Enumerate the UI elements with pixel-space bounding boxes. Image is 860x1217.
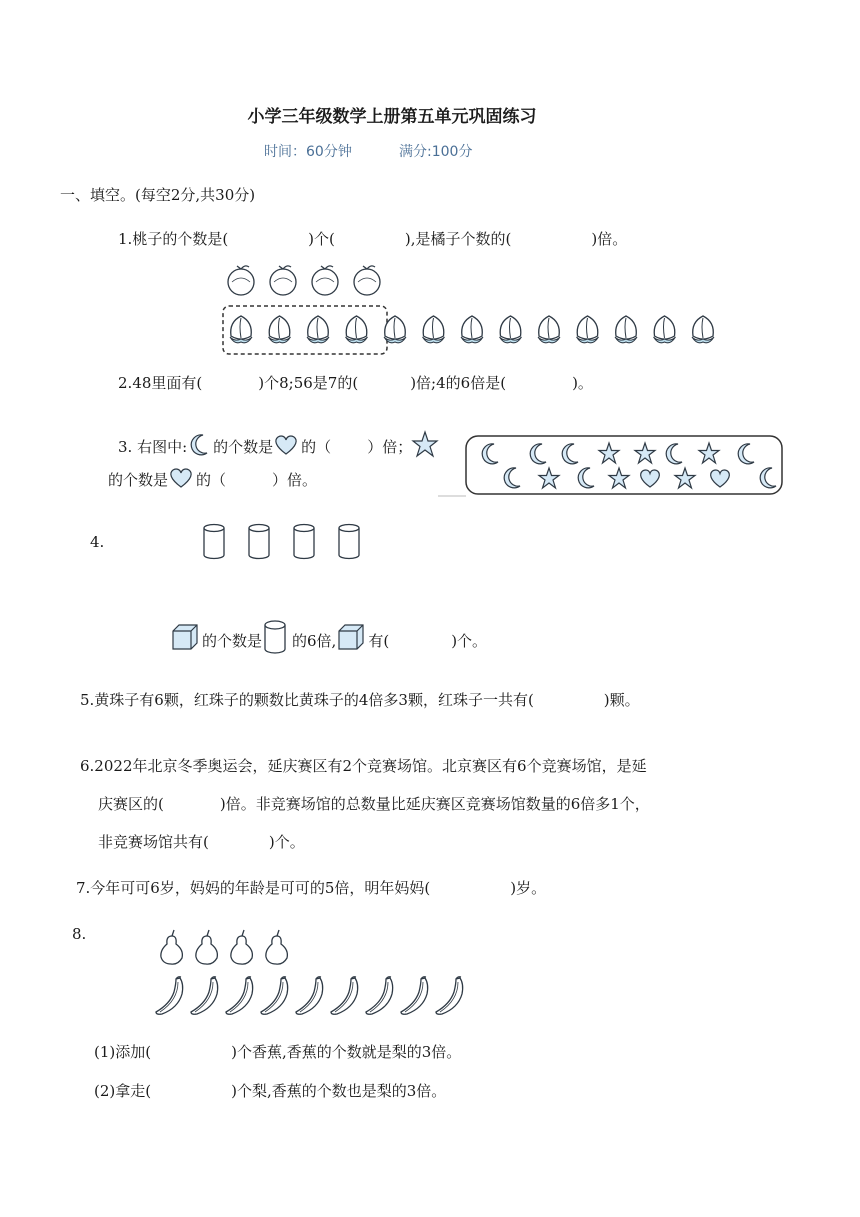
heart-icon [273,434,301,460]
q4-cylinder-row [200,522,380,562]
cylinder-icon [262,620,292,658]
question-text: 48里面有( [132,374,203,392]
question-text: 的个数是 [108,471,169,489]
peach-icon [577,316,599,343]
orange-icon [270,266,296,295]
banana-icon [156,977,183,1015]
question-text: )个梨,香蕉的个数也是梨的3倍。 [231,1082,447,1100]
question-8-part-2 [94,1080,446,1101]
question-number: 1. [118,230,133,248]
peach-icon [230,316,252,343]
peach-icon [307,316,329,343]
question-text: )倍。 [591,230,628,248]
pear-icon [266,930,288,964]
question-text: ）倍。 [272,471,318,489]
question-text: 的（ [196,471,227,489]
question-text: 的（ [301,438,332,456]
star-icon [412,431,438,461]
cylinder-icon [249,525,269,559]
question-4-number: 4. [90,533,105,551]
question-text: ),是橘子个数的( [404,230,512,248]
question-text: )个。 [268,833,305,851]
question-text: (1)添加( [94,1043,152,1061]
question-text: ）倍； [367,438,413,456]
question-6-line-3 [98,831,305,852]
peach-icon [269,316,291,343]
question-text: (2)拿走( [94,1082,152,1100]
question-text: )。 [572,374,593,392]
banana-icon [436,977,463,1015]
orange-icon [228,266,254,295]
pear-icon [196,930,218,964]
question-text: 庆赛区的( [98,795,164,813]
question-text: )岁。 [510,879,547,897]
peach-icon [423,316,445,343]
cube-icon [170,622,202,656]
question-3-line-2 [108,467,317,493]
banana-icon [191,977,218,1015]
question-text: )个香蕉,香蕉的个数就是梨的3倍。 [231,1043,462,1061]
question-text: )个( [308,230,335,248]
banana-icon [296,977,323,1015]
question-number: 3. [118,438,133,456]
question-8-part-1 [94,1041,461,1062]
question-4 [170,620,487,658]
question-text: )个8;56是7的( [258,374,359,392]
moon-icon [187,433,213,461]
question-6-line-1: 6.2022年北京冬季奥运会，延庆赛区有2个竞赛场馆。北京赛区有6个竞赛场馆，是延 [80,757,647,775]
cylinder-icon [294,525,314,559]
q8-figure [150,928,480,1020]
full-score: 满分:100分 [399,144,473,160]
orange-icon [354,266,380,295]
peach-icon [615,316,637,343]
pear-icon [161,930,183,964]
question-text: )倍。非竞赛场馆的总数量比延庆赛区竞赛场馆数量的6倍多1个， [219,795,650,813]
section-heading: 一、填空。(每空2分,共30分) [60,186,256,204]
peach-icon [461,316,483,343]
question-5 [80,689,640,710]
question-text: 非竞赛场馆共有( [98,833,209,851]
question-text: 桃子的个数是( [132,230,229,248]
cylinder-icon [339,525,359,559]
orange-icon [312,266,338,295]
question-2 [118,372,593,393]
peach-icon [692,316,714,343]
peach-icon [538,316,560,343]
question-text: 的个数是 [202,632,263,650]
question-text: 7.今年可可6岁，妈妈的年龄是可可的5倍，明年妈妈( [76,879,431,897]
question-7 [76,877,546,898]
question-text: )颗。 [603,691,640,709]
question-text: )倍;4的6倍是( [410,374,507,392]
question-text: 的6倍, [292,632,337,650]
question-text: 有( [368,632,390,650]
banana-icon [226,977,253,1015]
question-text: )个。 [451,632,488,650]
question-1 [118,228,627,249]
banana-icon [261,977,288,1015]
banana-icon [331,977,358,1015]
q3-figure [438,432,788,502]
pear-icon [231,930,253,964]
q1-figure [210,260,730,360]
question-text: 的个数是 [213,438,274,456]
question-6-line-2 [98,793,650,814]
cylinder-icon [204,525,224,559]
question-8-number: 8. [72,925,87,943]
peach-icon [346,316,368,343]
heart-icon [168,467,196,493]
banana-icon [401,977,428,1015]
page-title: 小学三年级数学上册第五单元巩固练习 [247,107,537,127]
question-number: 2. [118,374,133,392]
question-text: 5.黄珠子有6颗，红珠子的颗数比黄珠子的4倍多3颗，红珠子一共有( [80,691,534,709]
question-3-line-1 [118,431,438,461]
banana-icon [366,977,393,1015]
peach-icon [654,316,676,343]
time-limit: 时间：60分钟 [264,144,352,160]
cube-icon [336,622,368,656]
peach-icon [500,316,522,343]
question-text: 右图中: [137,438,188,456]
